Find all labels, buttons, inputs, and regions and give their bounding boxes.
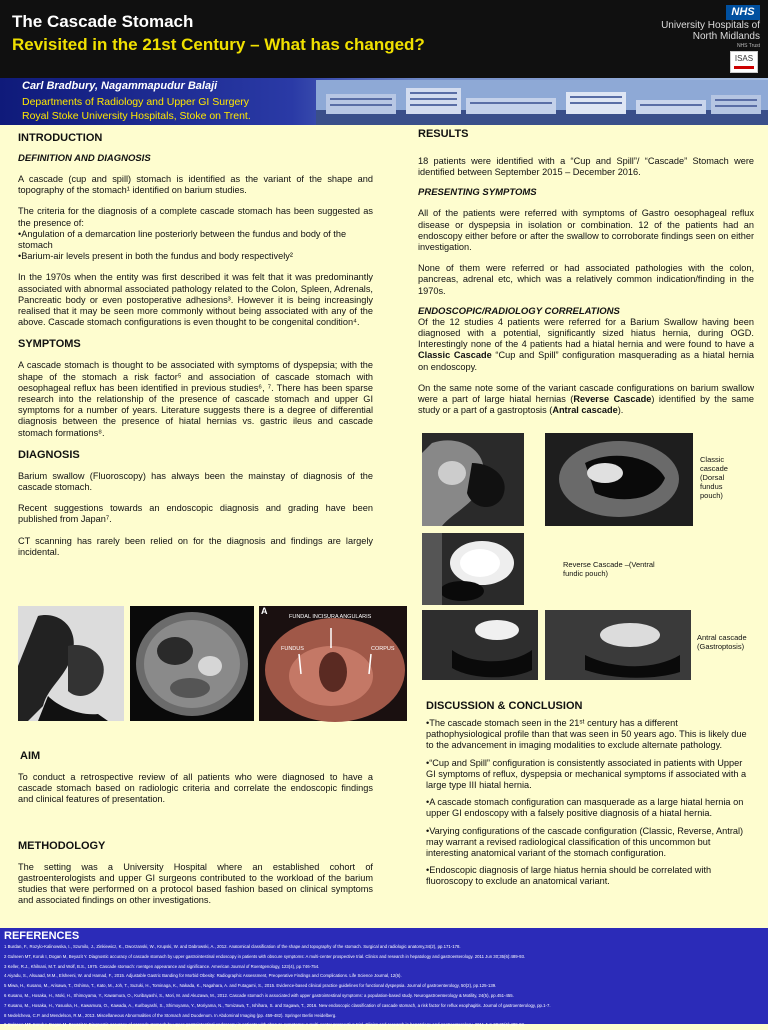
- reference-item: 5 Miwa, H., Kusano, M., Arisawa, T., Oshima, T., Kato, M., Joh, T., Suzuki, H., Tominaga, K., Nakada, K., Nagahara, A. and Futagami, S., 2015. Evidence-based clinical practice guidelines for functional dyspepsia. Journal of gastroenterology, 50(2), pp.125-139.: [4, 983, 497, 989]
- reference-item: 3 Keller, R.J., Khilnani, M.T. and Wolf, B.S., 1975. Cascade stomach: roentgen appearance and significance. American Journal of Roentgenology, 123(4), pp.746-754.: [4, 963, 320, 969]
- results-heading: RESULTS: [418, 128, 469, 140]
- correlations-subheading: ENDOSCOPIC/RADIOLOGY CORRELATIONS: [418, 305, 620, 317]
- endoscopy-label-a: A: [261, 606, 268, 616]
- discussion-heading: DISCUSSION & CONCLUSION: [426, 700, 583, 712]
- diagnosis-paragraph-3: CT scanning has rarely been relied on for the diagnosis and findings are largely incidental.: [18, 535, 373, 557]
- reference-item: 8 Nedelcheva, C.P. and Mendelson, R.M., 2013. Miscellaneous Abnormalities of the Stomach and Duodenum. In Abdominal Imaging (pp. 459-482). Springer Berlin Heidelberg.: [4, 1012, 337, 1018]
- right-column: [418, 128, 754, 416]
- introduction-heading: INTRODUCTION: [18, 132, 103, 144]
- hospital-line: Royal Stoke University Hospitals, Stoke on Trent.: [22, 110, 251, 122]
- antral-cascade-caption: Antral cascade (Gastroptosis): [697, 633, 747, 651]
- reference-item: 2 Gulseen MT, Koruk I, Dogan M, Beyazit Y. Diagnostic accuracy of cascade stomach by upper gastrointestinal endoscopy in patients with obscure symptoms: A multi-center prospective trial. Clinics and research in hepatology and gastroenterology. 2011 Jun 30;35(6):489-93.: [4, 953, 526, 959]
- methodology-heading: METHODOLOGY: [18, 839, 106, 852]
- reverse-cascade-image: [422, 533, 524, 605]
- left-column: [18, 128, 373, 558]
- intro-paragraph-1: A cascade (cup and spill) stomach is identified as the variant of the shape and topography of the stomach¹ identified on barium studies.: [18, 174, 373, 196]
- discussion-bullet-3: •A cascade stomach configuration can masquerade as a large hiatal hernia on upper GI endoscopy with a falsely positive diagnosis of a hiatal hernia.: [426, 797, 744, 819]
- ct-scan-image: [130, 606, 254, 721]
- department-line: Departments of Radiology and Upper GI Surgery: [22, 96, 250, 108]
- intro-paragraph-2: The criteria for the diagnosis of a complete cascade stomach has been suggested as the presence of:: [18, 206, 373, 228]
- diagnosis-heading: DIAGNOSIS: [18, 448, 80, 461]
- definition-subheading: DEFINITION AND DIAGNOSIS: [18, 153, 151, 164]
- nhs-org-name: University Hospitals of North Midlands: [661, 20, 760, 42]
- poster-title: The Cascade Stomach: [12, 12, 194, 31]
- aim-paragraph: To conduct a retrospective review of all patients who were diagnosed to have a cascade stomach based on radiologic criteria and correlate the endoscopic findings and clinical features of presentation.: [18, 772, 373, 805]
- presenting-symptoms-subheading: PRESENTING SYMPTOMS: [418, 187, 537, 199]
- discussion-bullet-4: •Varying configurations of the cascade configuration (Classic, Reverse, Antral) may warrant a revised radiological classification of this uncommon but interesting anatomical variant of the stomach configuration.: [426, 825, 744, 859]
- classic-cascade-caption: Classic cascade (Dorsal fundus pouch): [700, 455, 728, 500]
- antral-cascade-image-1: [422, 610, 538, 680]
- results-paragraph-3: None of them were referred or had associated pathologies with the colon, pancreas, adrenal etc, which was a relatively common indication/finding in the 1970s.: [418, 263, 754, 296]
- endoscopy-label-incisura: FUNDAL INCISURA ANGULARIS: [289, 614, 372, 620]
- criteria-bullet-1: •Angulation of a demarcation line posteriorly between the fundus and body of the stomach: [18, 228, 347, 251]
- isas-logo: ISAS: [730, 51, 758, 73]
- reference-item: 7 Kusano, M., Hosaka, H., Yasuoka, H., Kawamura, O., Kawada, A., Kuribayashi, S., Shimoyama, Y., Moriyama, N., Tomizawa, T., Ishihara, S. and Sagawa, T., 2016. New endoscopic classification of cascade stomach, a risk factor for reflux esophagitis. Journal of gastroenterology, pp.1-7.: [4, 1002, 551, 1008]
- reference-item: 6 Kusano, M., Hosaka, H., Moki, H., Shimoyama, Y., Kawamura, O., Kuribayashi, S., Mori, M. and Akuzawa, M., 2012. Cascade stomach is associated with upper gastrointestinal symptoms: a population-based study. Neurogastroenterology & Motility, 24(5), pp.451-455.: [4, 992, 514, 998]
- discussion-bullet-1: •The cascade stomach seen in the 21ˢᵗ century has a different pathophysiological profile than that was seen in 50 years ago. This is likely due to the advancement in imaging modalities to exclude alternate pathology.: [426, 718, 747, 751]
- nhs-trust-label: NHS Trust: [736, 43, 760, 49]
- endoscopy-image: [259, 606, 407, 721]
- reference-item: 4 Aiyadu, S., Alsuaad, M.M., Elsheeni, W. and Hamad, F., 2015. Adjustable Gastric Banding for Morbid Obesity: Radiographic Assessment, Preoperative Findings and Complications. Life Science Journal, 12(6).: [4, 973, 402, 979]
- results-paragraph-2: All of the patients were referred with symptoms of Gastro oesophageal reflux disease or dyspepsia in isolation or combination. 12 of the patients had an endoscopy either before or after the swallow to corroborate findings seen on either investigation.: [418, 208, 754, 253]
- results-paragraph-4: Of the 12 studies 4 patients were referred for a Barium Swallow having been diagnosed with a potential, significantly sized hiatus hernia, during OGD. Interestingly none of the 4 patients had a hiatal hernia and were found to have a Classic Cascade “Cup and Spill” configuration masquerading as a hiatal hernia on endoscopy.: [418, 316, 754, 372]
- reference-item: 9 Gulseen MT, Koruk I, Dogan M, Beyazit Y. Diagnostic accuracy of cascade stomach by upper gastrointestinal endoscopy in patients with obscure symptoms: A multi-center prospective trial. Clinics and research in hepatology and gastroenterology. 2011 Jun 30;35(6):489-93.: [4, 1022, 526, 1028]
- intro-paragraph-3: In the 1970s when the entity was first described it was felt that it was predominantly associated with abnormal associated pathology related to the Colon, Spleen, Adrenals, Pancreatic body or even postoperative adhesions³. However it is being increasingly realised that it may be seen more commonly without being associated with any of the above. Cascade stomach configurations is even thought to be congenital condition⁴.: [18, 272, 373, 328]
- references-list: [4, 942, 764, 1030]
- results-paragraph-5: On the same note some of the variant cascade configurations on barium swallow were a part of large hiatal hernias (Reverse Cascade) identified by the same study or a part of a gastroptosis (Antral cascade).: [418, 382, 754, 416]
- discussion-bullet-5: •Endoscopic diagnosis of large hiatus hernia should be correlated with fluoroscopy to exclude an anatomical variant.: [426, 865, 712, 887]
- classic-cascade-image-2: [545, 433, 693, 526]
- barium-swallow-image: [18, 606, 124, 721]
- diagnosis-paragraph-1: Barium swallow (Fluoroscopy) has always been the mainstay of diagnosis of the cascade stomach.: [18, 470, 373, 493]
- poster-header: [0, 0, 768, 78]
- nhs-logo: NHS: [726, 5, 760, 20]
- discussion-section: [418, 690, 754, 888]
- aim-heading: AIM: [20, 750, 41, 762]
- symptoms-heading: SYMPTOMS: [18, 338, 81, 351]
- criteria-bullet-2: •Barium-air levels present in both the fundus and body respectively²: [18, 251, 293, 262]
- reference-item: 1 Burdan, F., Rozylo-Kalinowska, I., Szumilo, J., Zinkiewicz, K., Dworzanski, W., Krupski, W. and Dabrowski, A., 2012. Anatomical classification of the shape and topography of the stomach. Surgical and radiologic anatomy,34(2), pp.171-178.: [4, 944, 461, 949]
- poster-subtitle: Revisited in the 21st Century – What has changed?: [12, 35, 425, 54]
- results-paragraph-1: 18 patients were identified with a “Cup and Spill”/ “Cascade” Stomach were identified between September 2015 – December 2016.: [418, 156, 754, 178]
- methodology-paragraph: The setting was a University Hospital where an established cohort of gastroenterologists and upper GI surgeons contributed to the workload of the barium studies that were performed on a protocol based fashion based on clinical symptoms and associated findings on other investigations.: [18, 861, 373, 906]
- discussion-bullet-2: •“Cup and Spill” configuration is consistently associated in patients with Upper GI symptoms of reflux, dyspepsia or mechanical symptoms if associated with a large type III hiatal hernia.: [426, 757, 747, 791]
- classic-cascade-image-1: [422, 433, 524, 526]
- reverse-cascade-caption: Reverse Cascade –(Ventral fundic pouch): [563, 560, 655, 578]
- references-heading: REFERENCES: [4, 930, 80, 942]
- endoscopy-label-corpus: CORPUS: [371, 646, 395, 652]
- endoscopy-label-fundus: FUNDUS: [281, 646, 304, 652]
- authors: Carl Bradbury, Nagammapudur Balaji: [22, 80, 218, 92]
- antral-cascade-image-2: [545, 610, 691, 680]
- left-column-bottom: [18, 740, 373, 906]
- diagnosis-paragraph-2: Recent suggestions towards an endoscopic diagnosis and grading have been published from Japan⁷.: [18, 503, 373, 525]
- symptoms-paragraph: A cascade stomach is thought to be associated with symptoms of dyspepsia; with the shape of the stomach a risk factor⁵ and association of cascade stomach with oesophageal reflux has been identified in previous studies⁶, ⁷. There has been sparse research into the relationship of the presence of cascade stomach and upper GI symptoms for a number of years. Literature suggests there is a degree of differential diagnosis between the presence of hiatal hernias vs. gastric ileus and cascade stomach formations⁸.: [18, 360, 373, 438]
- hospital-building-photo: [316, 80, 768, 125]
- references-section: [0, 928, 768, 1028]
